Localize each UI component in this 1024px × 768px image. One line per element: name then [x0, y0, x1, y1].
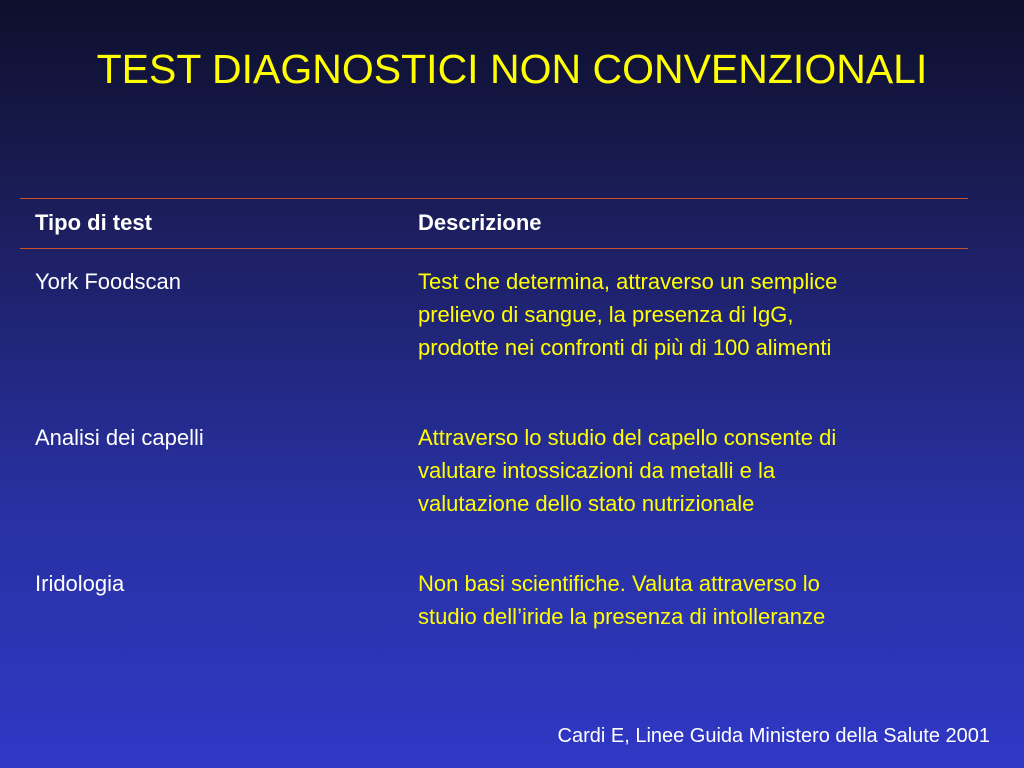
row-description-york-foodscan [418, 265, 837, 364]
row-type-analisi-capelli: Analisi dei capelli [35, 425, 204, 450]
row-description-analisi-capelli [418, 421, 836, 520]
description-line: valutazione dello stato nutrizionale [418, 491, 755, 516]
table-top-rule [20, 198, 968, 199]
description-line: studio dell’iride la presenza di intolleranze [418, 604, 826, 629]
description-line: Non basi scientifiche. Valuta attraverso lo [418, 571, 820, 596]
slide-title: TEST DIAGNOSTICI NON CONVENZIONALI [96, 46, 928, 92]
table-header-rule [20, 248, 968, 249]
row-type-york-foodscan: York Foodscan [35, 269, 181, 294]
description-line: Attraverso lo studio del capello consente di [418, 425, 837, 450]
description-line: valutare intossicazioni da metalli e la [418, 458, 776, 483]
row-description-iridologia [418, 567, 825, 633]
source-footnote: Cardi E, Linee Guida Ministero della Salute 2001 [557, 725, 990, 747]
description-line: prelievo di sangue, la presenza di IgG, [418, 302, 794, 327]
description-line: prodotte nei confronti di più di 100 alimenti [418, 335, 832, 360]
row-type-iridologia: Iridologia [35, 571, 125, 596]
description-line: Test che determina, attraverso un semplice [418, 269, 838, 294]
header-description: Descrizione [418, 210, 542, 235]
header-type: Tipo di test [35, 210, 152, 235]
